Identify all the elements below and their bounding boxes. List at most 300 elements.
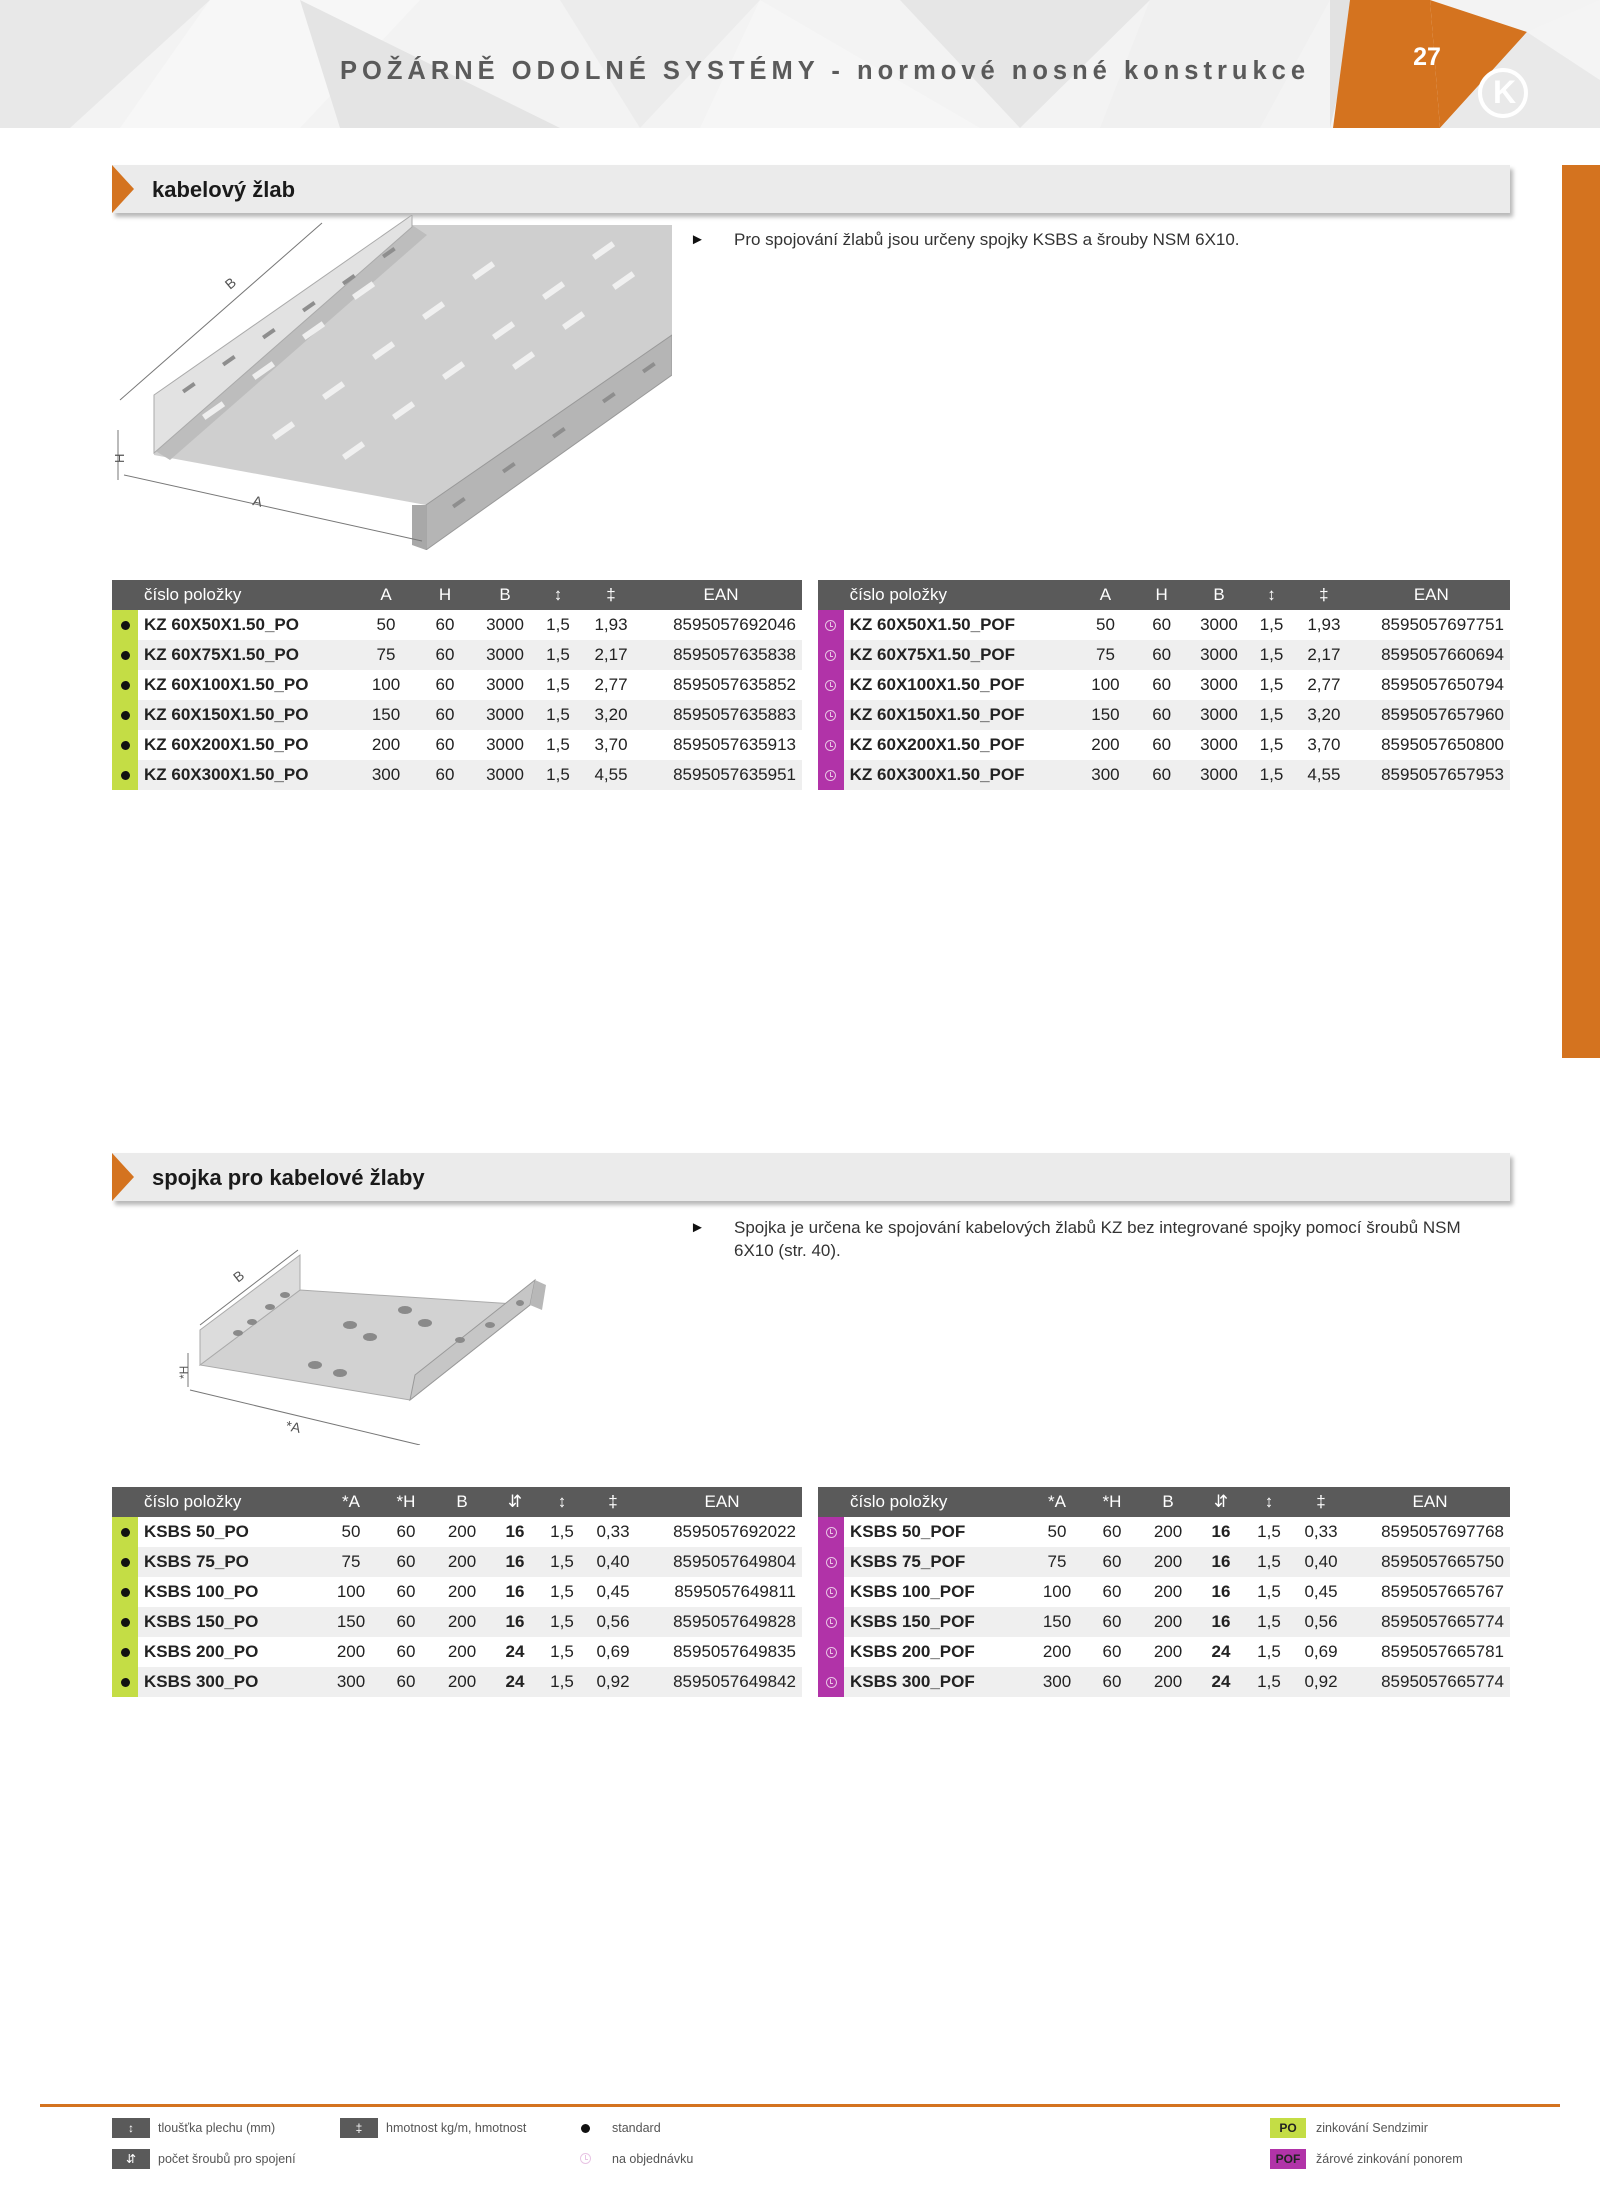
pof-swatch: POF [1270,2149,1306,2169]
value-cell: 3000 [476,610,534,640]
value-cell: 1,5 [534,760,582,790]
value-cell: 16 [1196,1547,1246,1577]
on-order-clock-icon [818,730,844,760]
standard-dot-icon [112,1667,138,1697]
po-swatch: PO [1270,2118,1306,2138]
value-cell: 0,69 [584,1637,642,1667]
item-number-cell: KZ 60X50X1.50_PO [138,610,358,640]
header-cell-item-number: číslo položky [138,580,358,610]
value-cell: 0,56 [1292,1607,1350,1637]
section-title: kabelový žlab [152,177,296,202]
value-cell: 200 [1030,1637,1084,1667]
value-cell: 200 [434,1547,490,1577]
value-cell: 200 [1140,1517,1196,1547]
dimension-label-h: H [112,453,127,463]
value-cell: 1,93 [1295,610,1352,640]
value-cell: 24 [490,1667,540,1697]
table-row [818,670,1510,700]
section-marker-icon [112,1153,134,1201]
table-header-row [818,1487,1510,1517]
value-cell: 60 [378,1607,434,1637]
side-accent-bar [1562,165,1600,1058]
value-cell: 60 [1084,1667,1140,1697]
value-cell: 200 [1078,730,1133,760]
dimension-label-b: B [229,1267,248,1286]
value-cell: 60 [1133,640,1190,670]
value-cell: 1,5 [1246,1637,1292,1667]
on-order-clock-icon [818,1637,844,1667]
value-cell: 2,77 [1295,670,1352,700]
value-cell: 60 [378,1547,434,1577]
value-cell: 1,5 [1246,1667,1292,1697]
value-cell: 3,20 [1295,700,1352,730]
value-cell: 1,5 [540,1547,584,1577]
table-row [112,1607,802,1637]
value-cell: 300 [1078,760,1133,790]
legend-on-order-label: na objednávku [612,2152,694,2166]
header-cell: *A [324,1487,378,1517]
ean-cell: 8595057649835 [642,1637,802,1667]
value-cell: 0,45 [1292,1577,1350,1607]
on-order-clock-icon [818,670,844,700]
ean-cell: 8595057649842 [642,1667,802,1697]
header-cell-item-number: číslo položky [844,580,1078,610]
page-header-title: POŽÁRNĚ ODOLNÉ SYSTÉMY - normové nosné konstrukce [340,57,1310,85]
bullet-arrow-icon: ► [690,1219,705,1236]
section-title: spojka pro kabelové žlaby [152,1165,425,1190]
value-cell: 100 [1078,670,1133,700]
ean-cell: 8595057665767 [1350,1577,1510,1607]
table-row [818,1547,1510,1577]
value-cell: 0,69 [1292,1637,1350,1667]
value-cell: 1,5 [534,670,582,700]
value-cell: 24 [490,1637,540,1667]
legend-screws-label: počet šroubů pro spojení [158,2152,296,2166]
legend-weight-label: hmotnost kg/m, hmotnost [386,2121,527,2135]
item-number-cell: KZ 60X75X1.50_POF [844,640,1078,670]
header-cell: *A [1030,1487,1084,1517]
item-number-cell: KSBS 75_PO [138,1547,324,1577]
ean-cell: 8595057692046 [640,610,802,640]
on-order-clock-icon [818,1607,844,1637]
ean-cell: 8595057657953 [1353,760,1510,790]
value-cell: 200 [1140,1577,1196,1607]
value-cell: 1,5 [534,730,582,760]
value-cell: 200 [1140,1667,1196,1697]
standard-dot-icon [112,1577,138,1607]
value-cell: 200 [434,1517,490,1547]
item-number-cell: KSBS 300_POF [844,1667,1030,1697]
value-cell: 1,5 [1248,760,1295,790]
on-order-clock-icon [818,1577,844,1607]
item-number-cell: KSBS 50_PO [138,1517,324,1547]
ean-cell: 8595057649828 [642,1607,802,1637]
value-cell: 1,5 [540,1667,584,1697]
value-cell: 0,56 [584,1607,642,1637]
dimension-label-b: B [221,274,240,293]
value-cell: 1,5 [1248,700,1295,730]
value-cell: 300 [358,760,414,790]
value-cell: 3,20 [582,700,640,730]
standard-dot-icon [112,760,138,790]
header-cell: H [1133,580,1190,610]
value-cell: 1,5 [540,1637,584,1667]
on-order-clock-icon [818,1667,844,1697]
legend-po-label: zinkování Sendzimir [1316,2121,1428,2135]
value-cell: 1,93 [582,610,640,640]
value-cell: 3000 [476,700,534,730]
header-cell: *H [1084,1487,1140,1517]
value-cell: 0,92 [584,1667,642,1697]
item-number-cell: KZ 60X200X1.50_POF [844,730,1078,760]
value-cell: 1,5 [540,1607,584,1637]
value-cell: 150 [1030,1607,1084,1637]
header-cell-marker [112,580,138,610]
table-row [818,1637,1510,1667]
value-cell: 1,5 [1248,730,1295,760]
dimension-label-a: A [251,492,264,510]
standard-dot-icon [112,670,138,700]
value-cell: 75 [1078,640,1133,670]
value-cell: 1,5 [534,640,582,670]
value-cell: 60 [414,640,476,670]
table-row [112,1577,802,1607]
value-cell: 0,40 [1292,1547,1350,1577]
table-row [112,670,802,700]
standard-dot-icon [112,1607,138,1637]
value-cell: 3000 [1190,700,1248,730]
value-cell: 24 [1196,1637,1246,1667]
header-cell-item-number: číslo položky [844,1487,1030,1517]
ean-cell: 8595057665774 [1350,1607,1510,1637]
value-cell: 200 [434,1607,490,1637]
header-cell: ‡ [1292,1487,1350,1517]
header-cell: H [414,580,476,610]
value-cell: 2,77 [582,670,640,700]
section-note [690,1216,1490,1262]
ean-cell: 8595057649804 [642,1547,802,1577]
standard-dot-icon [112,610,138,640]
value-cell: 60 [1133,670,1190,700]
footer-divider [40,2104,1560,2107]
thickness-icon: ↕ [112,2118,150,2138]
header-cell: A [1078,580,1133,610]
value-cell: 3000 [476,640,534,670]
note-text: Spojka je určena ke spojování kabelových žlabů KZ bez integrované spojky pomocí šroubů NSM 6X10 (str. 40). [734,1218,1461,1260]
value-cell: 3000 [1190,640,1248,670]
value-cell: 3000 [476,730,534,760]
standard-dot-icon [581,2124,590,2133]
table-row [112,730,802,760]
ean-cell: 8595057649811 [642,1577,802,1607]
table-row [112,700,802,730]
product-table-po [112,1487,802,1697]
item-number-cell: KZ 60X50X1.50_POF [844,610,1078,640]
on-order-clock-icon [818,760,844,790]
dimension-label-a: *A [284,1417,303,1437]
on-order-clock-icon [818,1517,844,1547]
bullet-arrow-icon: ► [690,231,705,248]
value-cell: 50 [1078,610,1133,640]
connector-illustration [170,1245,550,1445]
value-cell: 2,17 [582,640,640,670]
item-number-cell: KZ 60X150X1.50_PO [138,700,358,730]
table-row [112,1667,802,1697]
header-cell: B [476,580,534,610]
item-number-cell: KSBS 300_PO [138,1667,324,1697]
value-cell: 200 [1140,1607,1196,1637]
value-cell: 3,70 [582,730,640,760]
value-cell: 60 [414,670,476,700]
value-cell: 75 [324,1547,378,1577]
value-cell: 150 [358,700,414,730]
ean-cell: 8595057692022 [642,1517,802,1547]
ean-cell: 8595057635838 [640,640,802,670]
value-cell: 0,45 [584,1577,642,1607]
header-cell: ↕ [1246,1487,1292,1517]
value-cell: 16 [490,1577,540,1607]
on-order-clock-icon [818,610,844,640]
standard-dot-icon [112,1517,138,1547]
value-cell: 1,5 [540,1517,584,1547]
on-order-clock-icon [580,2153,591,2164]
header-cell-marker [818,1487,844,1517]
note-text: Pro spojování žlabů jsou určeny spojky KSBS a šrouby NSM 6X10. [734,230,1240,249]
value-cell: 24 [1196,1667,1246,1697]
value-cell: 200 [358,730,414,760]
item-number-cell: KSBS 150_PO [138,1607,324,1637]
value-cell: 75 [1030,1547,1084,1577]
value-cell: 300 [324,1667,378,1697]
value-cell: 60 [414,700,476,730]
table-row [818,760,1510,790]
value-cell: 60 [1084,1547,1140,1577]
legend-pof-label: žárové zinkování ponorem [1316,2152,1463,2166]
header-cell: ↕ [1248,580,1295,610]
value-cell: 60 [414,730,476,760]
value-cell: 60 [1133,610,1190,640]
ean-cell: 8595057635913 [640,730,802,760]
value-cell: 60 [378,1577,434,1607]
item-number-cell: KZ 60X300X1.50_PO [138,760,358,790]
ean-cell: 8595057665781 [1350,1637,1510,1667]
page-number: 27 [1413,43,1441,71]
header-cell: ⇵ [1196,1487,1246,1517]
value-cell: 16 [1196,1607,1246,1637]
header-cell: EAN [642,1487,802,1517]
value-cell: 16 [1196,1577,1246,1607]
value-cell: 3000 [1190,670,1248,700]
value-cell: 1,5 [1248,670,1295,700]
legend-standard-label: standard [612,2121,661,2135]
header-cell: ⇵ [490,1487,540,1517]
table-row [818,1607,1510,1637]
ean-cell: 8595057650794 [1353,670,1510,700]
section-header-kabelovy-zlab [112,165,1510,213]
item-number-cell: KSBS 200_PO [138,1637,324,1667]
value-cell: 60 [414,610,476,640]
table-header-row [112,580,802,610]
ean-cell: 8595057660694 [1353,640,1510,670]
value-cell: 100 [324,1577,378,1607]
value-cell: 1,5 [540,1577,584,1607]
value-cell: 1,5 [534,610,582,640]
value-cell: 2,17 [1295,640,1352,670]
table-row [112,1517,802,1547]
header-cell: *H [378,1487,434,1517]
value-cell: 60 [414,760,476,790]
product-table-po [112,580,802,790]
value-cell: 4,55 [582,760,640,790]
header-cell: ‡ [584,1487,642,1517]
header-cell: ‡ [1295,580,1352,610]
value-cell: 75 [358,640,414,670]
table-row [112,1637,802,1667]
value-cell: 100 [358,670,414,700]
value-cell: 3000 [476,760,534,790]
value-cell: 200 [1140,1547,1196,1577]
item-number-cell: KZ 60X100X1.50_PO [138,670,358,700]
value-cell: 4,55 [1295,760,1352,790]
item-number-cell: KSBS 75_POF [844,1547,1030,1577]
on-order-clock-icon [818,700,844,730]
table-row [818,1667,1510,1697]
value-cell: 3000 [476,670,534,700]
value-cell: 1,5 [534,700,582,730]
standard-dot-icon [112,1637,138,1667]
value-cell: 50 [358,610,414,640]
value-cell: 200 [434,1667,490,1697]
value-cell: 60 [378,1667,434,1697]
header-cell-item-number: číslo položky [138,1487,324,1517]
table-row [112,760,802,790]
header-cell: B [434,1487,490,1517]
value-cell: 3,70 [1295,730,1352,760]
item-number-cell: KSBS 150_POF [844,1607,1030,1637]
value-cell: 3000 [1190,610,1248,640]
standard-dot-icon [112,1547,138,1577]
legend-thickness-label: tloušťka plechu (mm) [158,2121,276,2135]
header-cell: EAN [640,580,802,610]
value-cell: 16 [490,1607,540,1637]
value-cell: 60 [1084,1607,1140,1637]
table-row [818,610,1510,640]
value-cell: 150 [324,1607,378,1637]
product-table-pof [818,580,1510,790]
table-row [818,1517,1510,1547]
value-cell: 0,33 [584,1517,642,1547]
section-header-spojka [112,1153,1510,1201]
value-cell: 60 [1133,700,1190,730]
weight-icon: ‡ [340,2118,378,2138]
value-cell: 60 [1084,1517,1140,1547]
value-cell: 1,5 [1246,1607,1292,1637]
value-cell: 1,5 [1248,640,1295,670]
header-cell: EAN [1350,1487,1510,1517]
table-header-row [112,1487,802,1517]
value-cell: 1,5 [1246,1517,1292,1547]
value-cell: 60 [378,1517,434,1547]
header-cell: B [1140,1487,1196,1517]
value-cell: 0,40 [584,1547,642,1577]
value-cell: 50 [324,1517,378,1547]
table-row [818,700,1510,730]
header-cell: ↕ [540,1487,584,1517]
ean-cell: 8595057657960 [1353,700,1510,730]
standard-dot-icon [112,730,138,760]
on-order-clock-icon [818,640,844,670]
table-row [112,1547,802,1577]
header-cell: ↕ [534,580,582,610]
table-header-row [818,580,1510,610]
dimension-label-h: *H [177,1365,191,1379]
value-cell: 16 [1196,1517,1246,1547]
item-number-cell: KZ 60X150X1.50_POF [844,700,1078,730]
table-row [818,1577,1510,1607]
value-cell: 1,5 [1248,610,1295,640]
value-cell: 1,5 [1246,1577,1292,1607]
value-cell: 200 [434,1637,490,1667]
value-cell: 200 [324,1637,378,1667]
ean-cell: 8595057650800 [1353,730,1510,760]
header-cell: B [1190,580,1248,610]
header-cell-marker [112,1487,138,1517]
value-cell: 16 [490,1517,540,1547]
section-note [690,228,1490,251]
ean-cell: 8595057665774 [1350,1667,1510,1697]
item-number-cell: KZ 60X100X1.50_POF [844,670,1078,700]
ean-cell: 8595057635951 [640,760,802,790]
standard-dot-icon [112,640,138,670]
value-cell: 60 [1133,730,1190,760]
standard-dot-icon [112,700,138,730]
value-cell: 3000 [1190,730,1248,760]
item-number-cell: KSBS 100_POF [844,1577,1030,1607]
cable-tray-illustration [112,215,672,550]
item-number-cell: KSBS 100_PO [138,1577,324,1607]
section-marker-icon [112,165,134,213]
header-cell: ‡ [582,580,640,610]
brand-logo-letter: K [1493,74,1517,110]
value-cell: 1,5 [1246,1547,1292,1577]
value-cell: 50 [1030,1517,1084,1547]
value-cell: 0,92 [1292,1667,1350,1697]
value-cell: 200 [1140,1637,1196,1667]
value-cell: 150 [1078,700,1133,730]
value-cell: 16 [490,1547,540,1577]
ean-cell: 8595057697751 [1353,610,1510,640]
value-cell: 0,33 [1292,1517,1350,1547]
value-cell: 60 [378,1637,434,1667]
screws-icon: ⇵ [112,2149,150,2169]
ean-cell: 8595057635852 [640,670,802,700]
product-table-pof [818,1487,1510,1697]
ean-cell: 8595057697768 [1350,1517,1510,1547]
item-number-cell: KZ 60X300X1.50_POF [844,760,1078,790]
item-number-cell: KSBS 200_POF [844,1637,1030,1667]
header-cell: EAN [1353,580,1510,610]
item-number-cell: KZ 60X200X1.50_PO [138,730,358,760]
value-cell: 300 [1030,1667,1084,1697]
on-order-clock-icon [818,1547,844,1577]
value-cell: 60 [1133,760,1190,790]
header-cell: A [358,580,414,610]
value-cell: 60 [1084,1637,1140,1667]
item-number-cell: KSBS 50_POF [844,1517,1030,1547]
value-cell: 3000 [1190,760,1248,790]
header-cell-marker [818,580,844,610]
value-cell: 200 [434,1577,490,1607]
